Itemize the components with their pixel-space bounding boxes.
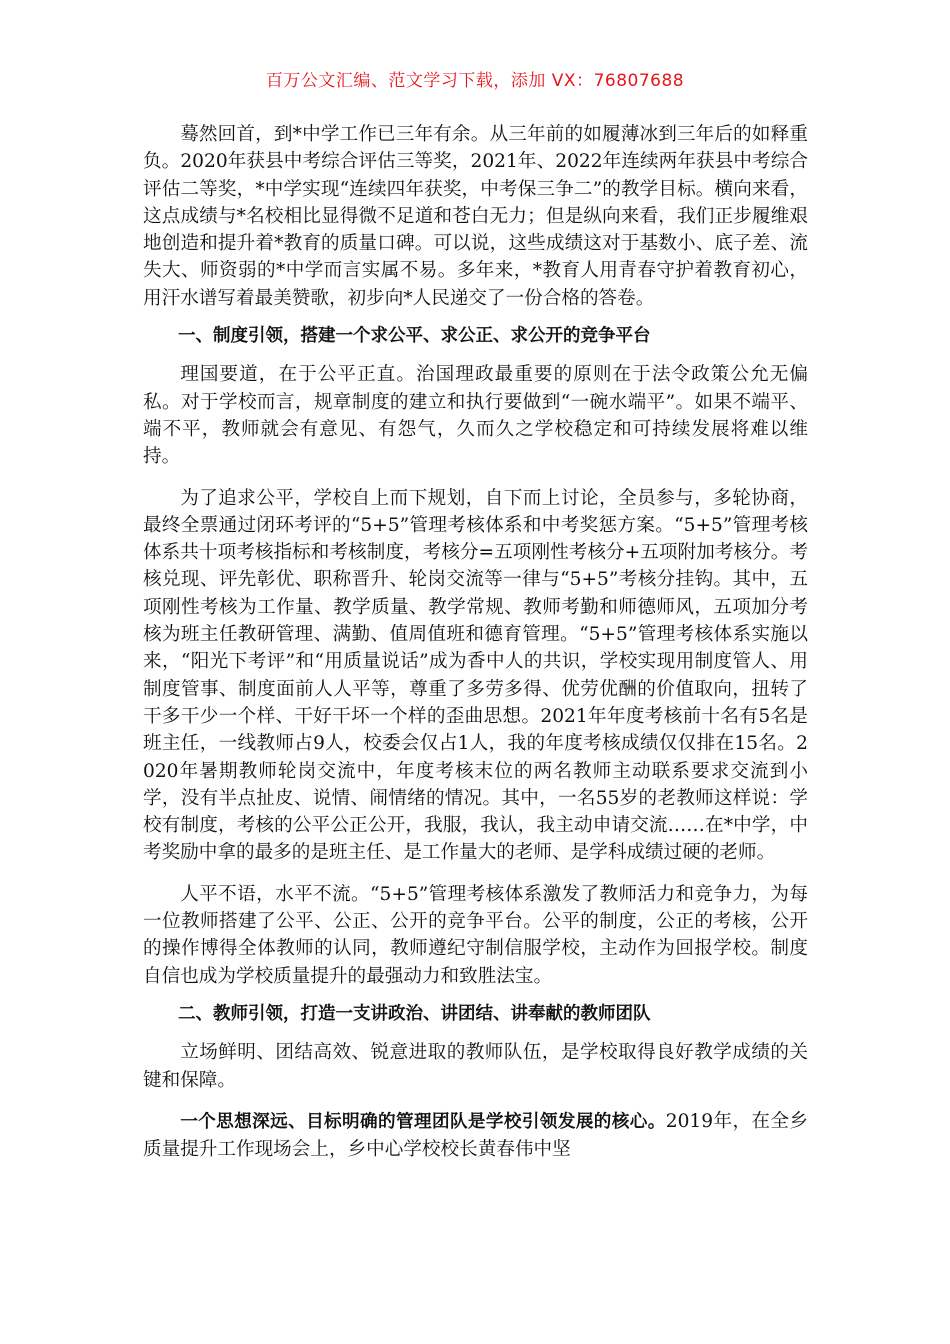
section-1-paragraph-3: 人平不语，水平不流。“5+5”管理考核体系激发了教师活力和竞争力，为每一位教师搭建了公平、公正、公开的竞争平台。公平的制度，公正的考核，公开的操作博得全体教师的认同，教师遵纪守制信服学校，主动作为回报学校。制度自信也成为学校质量提升的最强动力和致胜法宝。	[143, 883, 808, 987]
intro-paragraph: 蓦然回首，到*中学工作已三年有余。从三年前的如履薄冰到三年后的如释重负。2020年获县中考综合评估三等奖，2021年、2022年连续两年获县中考综合评估二等奖，*中学实现“连续四年获奖，中考保三争二”的教学目标。横向来看，这点成绩与*名校相比显得微不足道和苍白无力；但是纵向来看，我们正步履维艰地创造和提升着*教育的质量口碑。可以说，这些成绩这对于基数小、底子差、流失大、师资弱的*中学而言实属不易。多年来，*教育人用青春守护着教育初心，用汗水谱写着最美赞歌，初步向*人民递交了一份合格的答卷。	[143, 124, 808, 309]
section-2-paragraph-2	[143, 1108, 808, 1164]
section-2-heading: 二、教师引领，打造一支讲政治、讲团结、讲奉献的教师团队	[178, 1003, 651, 1024]
section-2-bold-lead: 一个思想深远、目标明确的管理团队是学校引领发展的核心。	[180, 1111, 666, 1132]
section-2-paragraph-2-body: 2019年，在全乡质量提升工作现场会上，乡中心学校校长黄春伟中坚	[143, 1110, 808, 1161]
section-1-paragraph-1: 理国要道，在于公平正直。治国理政最重要的原则在于法令政策公允无偏私。对于学校而言，规章制度的建立和执行要做到“一碗水端平”。如果不端平、端不平，教师就会有意见、有怨气，久而久之学校稳定和可持续发展将难以维持。	[143, 364, 808, 468]
header-watermark: 百万公文汇编、范文学习下载，添加 VX：76807688	[265, 71, 685, 91]
section-1-heading: 一、制度引领，搭建一个求公平、求公正、求公开的竞争平台	[178, 326, 651, 347]
section-1-paragraph-2: 为了追求公平，学校自上而下规划，自下而上讨论，全员参与，多轮协商，最终全票通过闭环考评的“5+5”管理考核体系和中考奖惩方案。“5+5”管理考核体系共十项考核指标和考核制度，考核分=五项刚性考核分+五项附加考核分。考核兑现、评先彰优、职称晋升、轮岗交流等一律与“5+5”考核分挂钩。其中，五项刚性考核为工作量、教学质量、教学常规、教师考勤和师德师风，五项加分考核为班主任教研管理、满勤、值周值班和德育管理。“5+5”管理考核体系实施以来，“阳光下考评”和“用质量说话”成为香中人的共识，学校实现用制度管人、用制度管事、制度面前人人平等，尊重了多劳多得、优劳优酬的价值取向，扭转了干多干少一个样、干好干坏一个样的歪曲思想。2021年年度考核前十名有5名是班主任，一线教师占9人，校委会仅占1人，我的年度考核成绩仅仅排在15名。2020年暑期教师轮岗交流中，年度考核末位的两名教师主动联系要求交流到小学，没有半点扯皮、说情、闹情绪的情况。其中，一名55岁的老教师这样说：学校有制度，考核的公平公正公开，我服，我认，我主动申请交流……在*中学，中考奖励中拿的最多的是班主任、是工作量大的老师、是学科成绩过硬的老师。	[143, 487, 808, 864]
article-body	[143, 121, 808, 1163]
section-2-paragraph-1: 立场鲜明、团结高效、锐意进取的教师队伍，是学校取得良好教学成绩的关键和保障。	[143, 1042, 808, 1091]
